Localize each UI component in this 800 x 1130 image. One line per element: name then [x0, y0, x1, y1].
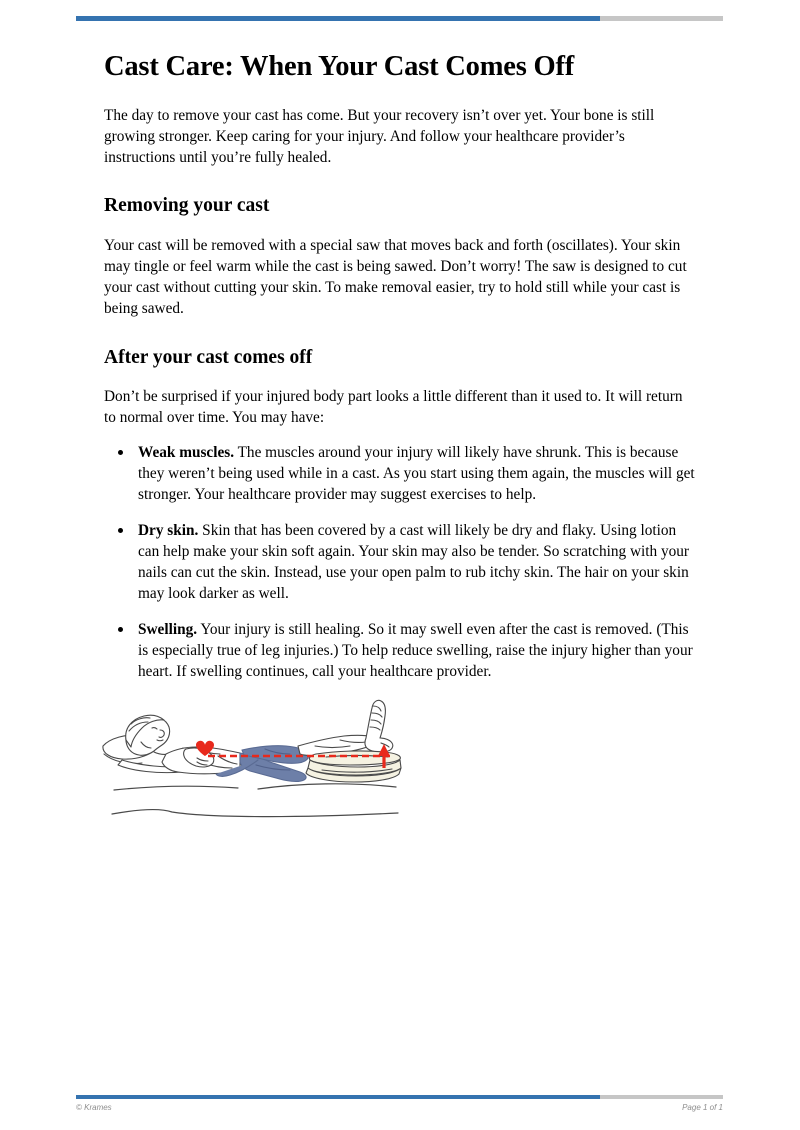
mattress-line-2: [112, 810, 398, 817]
section-body-after-your-cast-comes-off: Don’t be surprised if your injured body part looks a little different than it used to. It will return to normal over time. You may have:: [104, 388, 683, 427]
footer-rule-gray-segment: [600, 1095, 723, 1099]
footer-page-number: Page 1 of 1: [682, 1103, 723, 1112]
bullet-dot-icon: [118, 627, 123, 632]
header-rule: [76, 16, 723, 21]
mattress-line-1a: [114, 786, 238, 790]
illustration-svg: [100, 668, 430, 823]
header-rule-gray-segment: [600, 16, 723, 21]
footer-rule: [76, 1095, 723, 1099]
list-item: [104, 521, 696, 605]
bullet-dot-icon: [118, 528, 123, 533]
list-item-lead: Weak muscles.: [138, 443, 235, 461]
person-lying-with-leg-elevated-illustration: [100, 668, 430, 823]
document-content: [104, 50, 696, 698]
mattress-line-1b: [258, 784, 396, 789]
section-body-removing-your-cast: Your cast will be removed with a special saw that moves back and forth (oscillates). Your skin may tingle or feel warm while the cast is being sawed. Don’t worry! The saw is designed to cut your cast without cutting your skin. To make removal easier, try to hold still while your cast is being sawed.: [104, 236, 687, 317]
intro-paragraph: The day to remove your cast has come. But your recovery isn’t over yet. Your bone is still growing stronger. Keep caring for your injury. And follow your healthcare provider’s instructions until you’re fully healed.: [104, 106, 655, 166]
list-item-text: Skin that has been covered by a cast will likely be dry and flaky. Using lotion can help make your skin soft again. Your skin may also be tender. So scratching with your nails can cut the skin. Instead, use your open palm to rub itchy skin. The hair on your skin may look darker as well.: [138, 521, 690, 602]
section-heading-after-your-cast-comes-off: After your cast comes off: [104, 346, 313, 368]
list-item-text: The muscles around your injury will likely have shrunk. This is because they weren’t being used while in a cast. As you start using them again, the muscles will get stronger. Your healthcare provider may suggest exercises to help.: [138, 443, 695, 503]
list-item-lead: Dry skin.: [138, 521, 199, 539]
footer-copyright: © Krames: [76, 1103, 112, 1112]
list-item-text: Your injury is still healing. So it may swell even after the cast is removed. (This is especially true of leg injuries.) To help reduce swelling, raise the injury higher than your heart. If swelling continues, call your healthcare provider.: [138, 620, 693, 680]
bullet-dot-icon: [118, 450, 123, 455]
header-rule-blue-segment: [76, 16, 600, 21]
list-item: [104, 443, 696, 506]
footer-rule-blue-segment: [76, 1095, 600, 1099]
list-item-lead: Swelling.: [138, 620, 198, 638]
section-heading-removing-your-cast: Removing your cast: [104, 195, 270, 217]
symptom-list: [104, 443, 696, 683]
page-title: Cast Care: When Your Cast Comes Off: [104, 51, 575, 82]
